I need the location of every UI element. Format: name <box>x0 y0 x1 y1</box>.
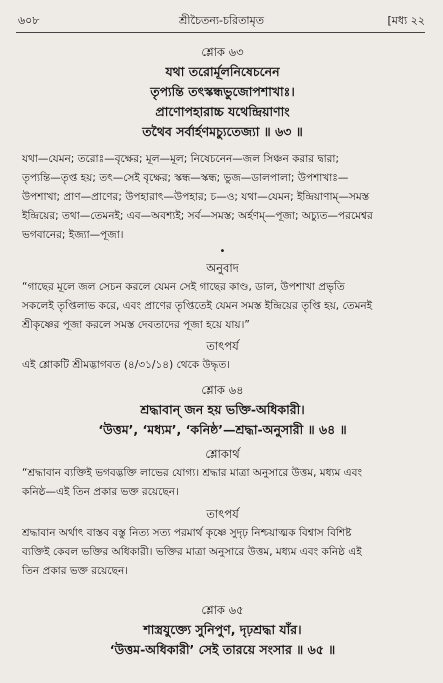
sloka-64-heading: শ্লোক ৬৪ <box>201 383 244 397</box>
synonyms-line: উপশাখা; প্রাণ—প্রাণের; উপহারাৎ—উপহার; চ—ও; যথা—যেমন; ইন্দ্রিয়াণাম্—সমস্ত <box>22 191 370 203</box>
purport-heading: তাৎপর্য <box>206 339 239 353</box>
verse-line: ‘উত্তম’, ‘মধ্যম’, ‘কনিষ্ঠ’—শ্রদ্ধা-অনুসারী ॥ ৬৪ ॥ <box>98 422 347 437</box>
sloka-63-heading: শ্লোক ৬৩ <box>201 45 244 59</box>
sloka-63-verse <box>22 62 423 142</box>
purport-line: তিন প্রকার ভক্ত রয়েছেন। <box>22 565 128 577</box>
synonyms-line: যথা—যেমন; তরোঃ—বৃক্ষের; মূল—মূল; নিষেচনেন—জল সিঞ্চন করার দ্বারা; <box>22 153 339 165</box>
sloka-63-synonyms <box>22 150 423 245</box>
translation-line: শ্রীকৃষ্ণের পূজা করলে সমস্ত দেবতাদের পূজা হয়ে যায়।” <box>22 319 250 331</box>
purport-line: ব্যক্তিই কেবল ভক্তির অধিকারী। ভক্তির মাত্রা অনুসারে উত্তম, মধ্যম এবং কনিষ্ঠ এই <box>22 546 362 558</box>
purport-heading: তাৎপর্য <box>206 507 239 521</box>
page-number: ৬০৮ <box>18 14 40 27</box>
meaning-heading: শ্লোকার্থ <box>205 447 240 461</box>
verse-line: শাস্ত্রযুক্ত্যে সুনিপুণ, দৃঢ়শ্রদ্ধা যাঁর। <box>143 622 302 637</box>
separator-dot: • <box>219 246 226 257</box>
sloka-64-verse <box>22 400 423 440</box>
sloka-63-purport: এই শ্লোকটি শ্রীমদ্ভাগবত (৪/৩১/১৪) থেকে উদ্ধৃত। <box>22 359 230 371</box>
purport-line: শ্রদ্ধাবান অর্থাৎ বাস্তব বস্তু নিত্য সত্য পরমার্থ কৃষ্ণে সুদৃঢ় নিশ্চয়াত্মক বিশ্বাস বিশিষ্ট <box>22 527 352 539</box>
meaning-line: “শ্রদ্ধাবান ব্যক্তিই ভগবদ্ভক্তি লাভের যোগ্য। শ্রদ্ধার মাত্রা অনুসারে উত্তম, মধ্যম এবং <box>22 467 363 479</box>
sloka-64-purport <box>22 524 423 581</box>
synonyms-line: ইন্দ্রিয়ের; তথা—তেমনই; এব—অবশ্যই; সর্ব—সমস্ত; অর্হণম্—পূজা; অচ্যুত—পরমেশ্বর <box>22 210 373 222</box>
sloka-65-verse <box>22 620 423 660</box>
chapter-marker: [মধ্য ২২ <box>387 14 425 27</box>
verse-line: প্রাণোপহারাচ্চ যথেন্দ্রিয়াণাং <box>155 104 290 119</box>
running-header <box>18 12 425 28</box>
header-rule <box>16 32 425 33</box>
translation-line: সকলেই তৃপ্তিলাভ করে, এবং প্রাণের তৃপ্তিতেই যেমন সমস্ত ইন্দ্রিয়ের তৃপ্তি হয়, তেমনই <box>22 300 373 312</box>
synonyms-line: তৃপ্যন্তি—তৃপ্ত হয়; তৎ—সেই বৃক্ষের; স্কন্ধ—স্কন্ধ; ভুজ—ডালপালা; উপশাখাঃ— <box>22 172 349 184</box>
verse-line: শ্রদ্ধাবান্ জন হয় ভক্তি-অধিকারী। <box>140 402 305 417</box>
sloka-65-heading: শ্লোক ৬৫ <box>201 603 244 617</box>
verse-line: ‘উত্তম-অধিকারী’ সেই তারয়ে সংসার ॥ ৬৫ ॥ <box>109 642 336 657</box>
verse-line: তৃপ্যন্তি তৎস্কন্ধভুজোপশাখাঃ। <box>150 84 295 99</box>
sloka-63-translation <box>22 278 423 335</box>
translation-line: “গাছের মূলে জল সেচন করলে যেমন সেই গাছের কাণ্ড, ডাল, উপশাখা প্রভৃতি <box>22 281 345 293</box>
synonyms-line: ভগবানের; ইজ্যা—পূজা। <box>22 229 124 241</box>
meaning-line: কনিষ্ঠ—এই তিন প্রকার ভক্ত রয়েছেন। <box>22 486 179 498</box>
translation-heading: অনুবাদ <box>206 261 239 275</box>
verse-line: তথৈব সর্বার্হণমচ্যুতেজ্যা ॥ ৬৩ ॥ <box>142 124 303 139</box>
book-title: শ্রীচৈতন্য-চরিতামৃত <box>179 14 264 27</box>
sloka-64-meaning <box>22 464 423 502</box>
verse-line: যথা তরোর্মূলনিষেচনেন <box>165 64 280 79</box>
